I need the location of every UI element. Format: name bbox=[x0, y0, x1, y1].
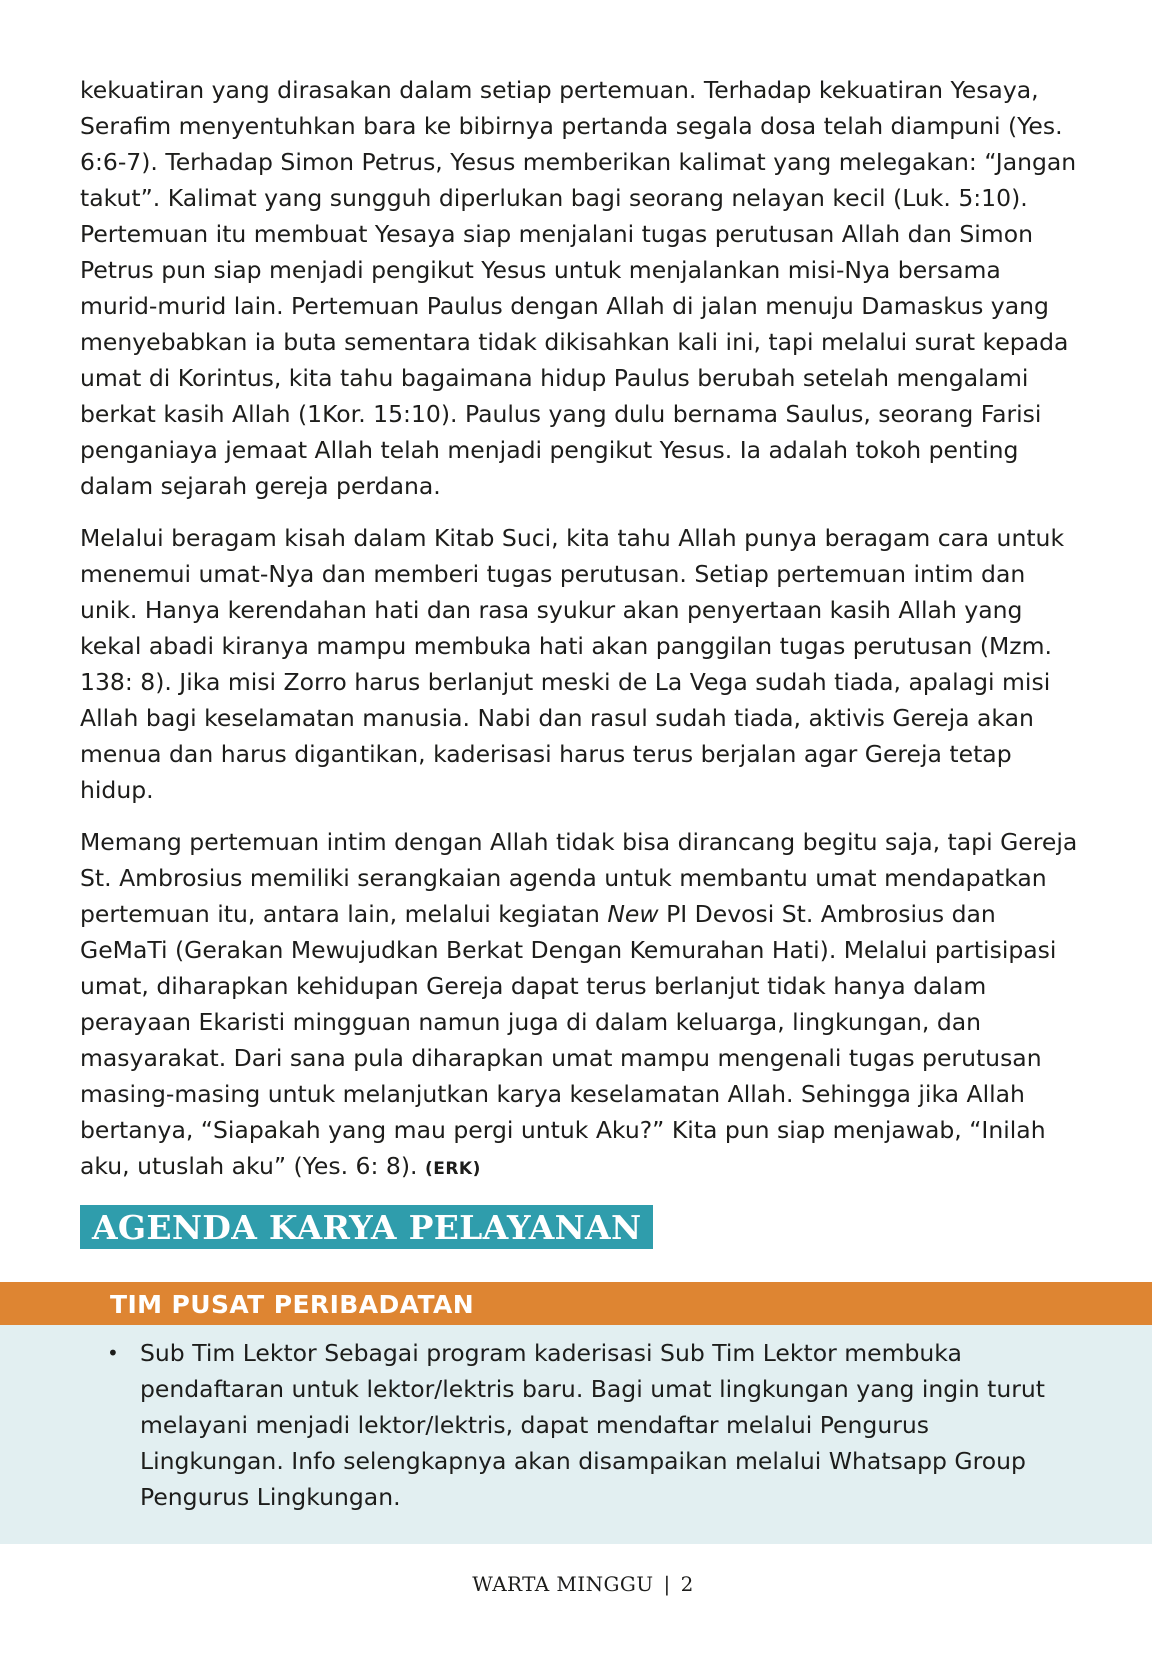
paragraph-2: Melalui beragam kisah dalam Kitab Suci, kita tahu Allah punya beragam cara untuk menemui umat-Nya dan memberi tugas perutusan. Setiap pertemuan intim dan unik. Hanya kerendahan hati dan rasa syukur akan penyertaan kasih Allah yang kekal abadi kiranya mampu membuka hati akan panggilan tugas perutusan (Mzm. 138: 8). Jika misi Zorro harus berlanjut meski de La Vega sudah tiada, apalagi misi Allah bagi keselamatan manusia. Nabi dan rasul sudah tiada, aktivis Gereja akan menua dan harus digantikan, kaderisasi harus terus berjalan agar Gereja tetap hidup. bbox=[80, 524, 1065, 804]
agenda-panel bbox=[0, 1282, 1152, 1544]
page-footer bbox=[0, 1572, 1166, 1596]
footer-separator: | bbox=[663, 1572, 671, 1596]
team-header: TIM PUSAT PERIBADATAN bbox=[0, 1282, 1152, 1325]
article-body bbox=[80, 72, 1080, 1203]
list-item-text: Sub Tim Lektor Sebagai program kaderisasi Sub Tim Lektor membuka pendaftaran untuk lektor/lektris baru. Bagi umat lingkungan yang ingin turut melayani menjadi lektor/lektris, dapat mendaftar melalui Pengurus Lingkungan. Info selengkapnya akan disampaikan melalui Whatsapp Group Pengurus Lingkungan. bbox=[140, 1339, 1045, 1511]
paragraph-3-text-a: Memang pertemuan intim dengan Allah tidak bisa dirancang begitu saja, tapi Gereja St. Ambrosius memiliki serangkaian agenda untuk membantu umat mendapatkan pertemuan itu, antara lain, melalui kegiatan bbox=[80, 828, 1078, 928]
agenda-section-title: AGENDA KARYA PELAYANAN bbox=[80, 1205, 653, 1249]
paragraph-3-italic: New bbox=[607, 900, 659, 928]
list-item bbox=[107, 1335, 1072, 1515]
paragraph-1: kekuatiran yang dirasakan dalam setiap pertemuan. Terhadap kekuatiran Yesaya, Serafim menyentuhkan bara ke bibirnya pertanda segala dosa telah diampuni (Yes. 6:6-7). Terhadap Simon Petrus, Yesus memberikan kalimat yang melegakan: “Jangan takut”. Kalimat yang sungguh diperlukan bagi seorang nelayan kecil (Luk. 5:10). Pertemuan itu membuat Yesaya siap menjalani tugas perutusan Allah dan Simon Petrus pun siap menjadi pengikut Yesus untuk menjalankan misi-Nya bersama murid-murid lain. Pertemuan Paulus dengan Allah di jalan menuju Damaskus yang menyebabkan ia buta sementara tidak dikisahkan kali ini, tapi melalui surat kepada umat di Korintus, kita tahu bagaimana hidup Paulus berubah setelah mengalami berkat kasih Allah (1Kor. 15:10). Paulus yang dulu bernama Saulus, seorang Farisi penganiaya jemaat Allah telah menjadi pengikut Yesus. Ia adalah tokoh penting dalam sejarah gereja perdana. bbox=[80, 76, 1077, 500]
paragraph-3 bbox=[80, 824, 1080, 1187]
page-number: 2 bbox=[680, 1572, 694, 1596]
author-initials: (ERK) bbox=[424, 1159, 481, 1179]
paragraph-3-text-b: PI Devosi St. Ambrosius dan GeMaTi (Gerakan Mewujudkan Berkat Dengan Kemurahan Hati). Melalui partisipasi umat, diharapkan kehidupan Gereja dapat terus berlanjut tidak hanya dalam perayaan Ekaristi mingguan namun juga di dalam keluarga, lingkungan, dan masyarakat. Dari sana pula diharapkan umat mampu mengenali tugas perutusan masing-masing untuk melanjutkan karya keselamatan Allah. Sehingga jika Allah bertanya, “Siapakah yang mau pergi untuk Aku?” Kita pun siap menjawab, “Inilah aku, utuslah aku” (Yes. 6: 8). bbox=[80, 900, 1057, 1180]
bullet-icon: • bbox=[107, 1341, 119, 1365]
agenda-list bbox=[0, 1325, 1152, 1515]
footer-title: WARTA MINGGU bbox=[472, 1572, 654, 1596]
